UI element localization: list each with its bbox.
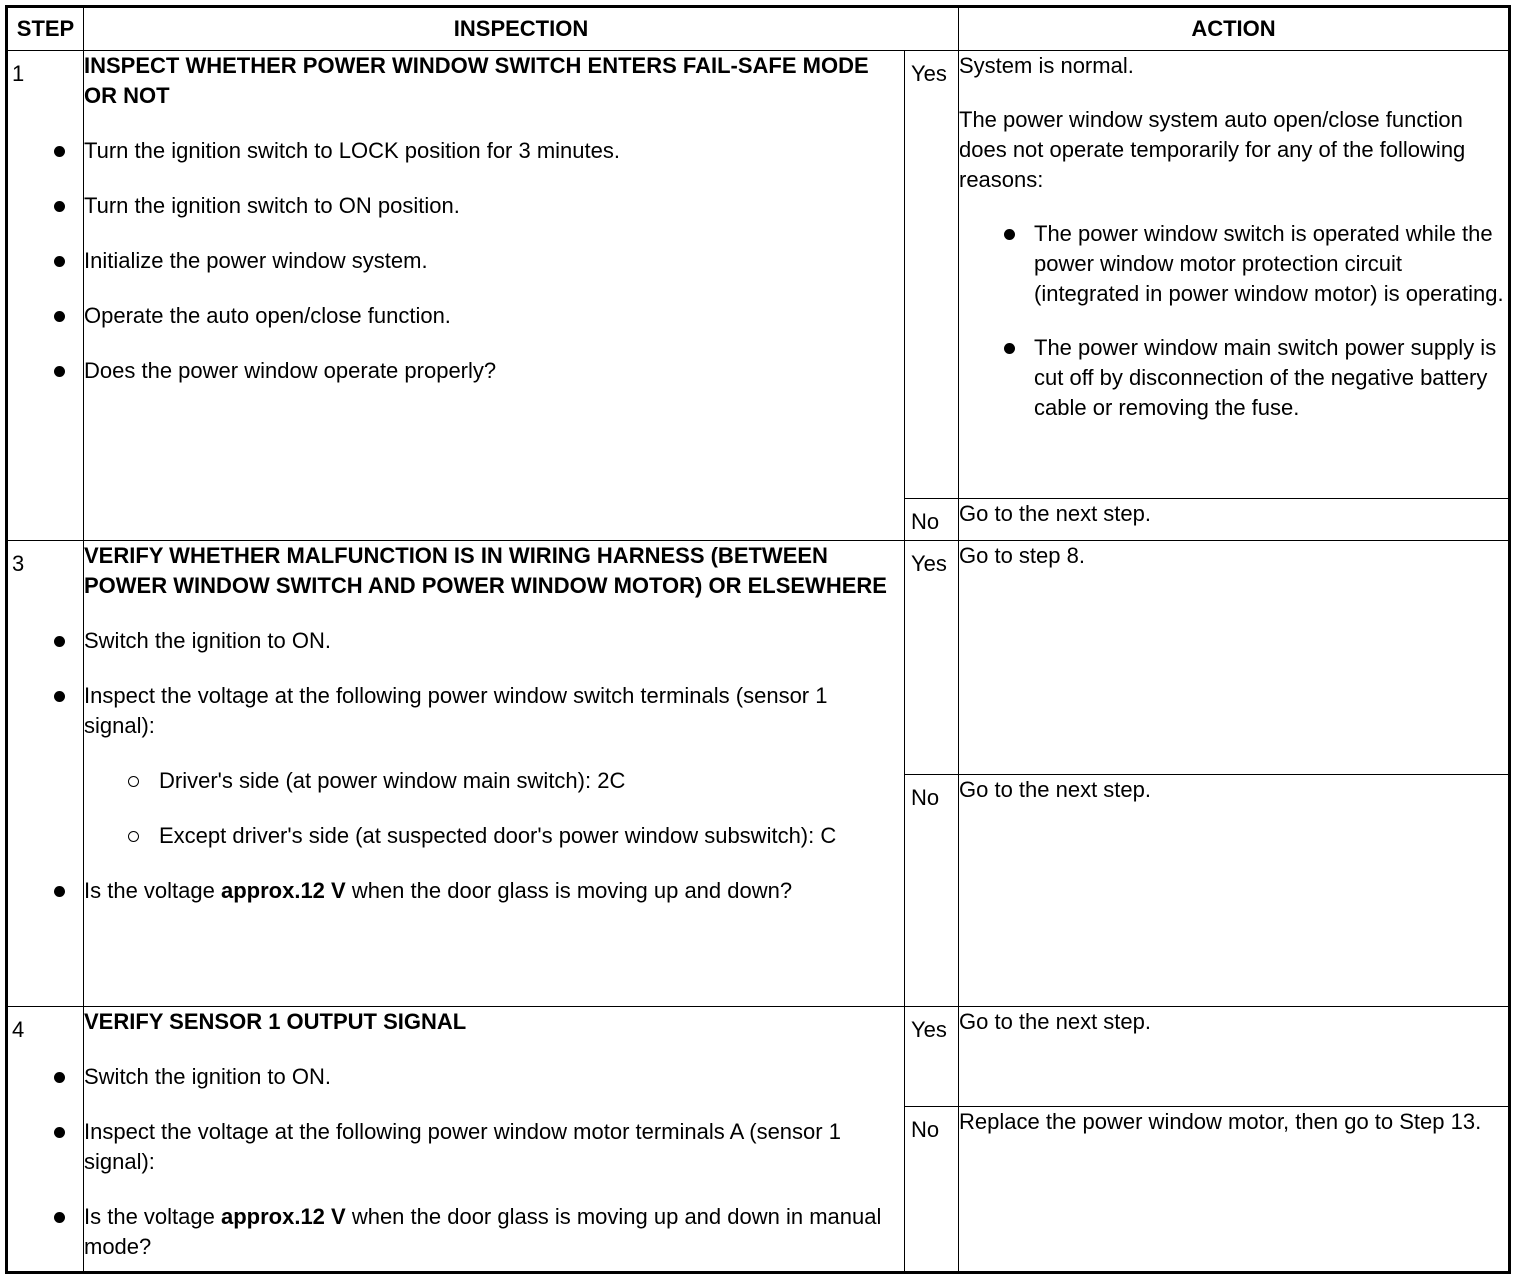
step1-bullet-1: Turn the ignition switch to LOCK position for 3 minutes. (84, 136, 904, 166)
step1-yes-label: Yes (905, 51, 959, 499)
step3-bullet-2: Inspect the voltage at the following power window switch terminals (sensor 1 signal): (84, 681, 904, 741)
step4-inspection (84, 1007, 905, 1273)
diagnostic-table (5, 5, 1511, 1274)
step4-no-label: No (905, 1107, 959, 1273)
step3-inspection (84, 541, 905, 1007)
step1-yes-row (7, 51, 1510, 499)
step1-yes-action (959, 51, 1510, 499)
step1-no-action: Go to the next step. (959, 499, 1510, 541)
step1-no-label: No (905, 499, 959, 541)
step1-number: 1 (7, 51, 84, 541)
step1-yes-result: System is normal. (959, 53, 1134, 78)
step4-bullet-1: Switch the ignition to ON. (84, 1062, 904, 1092)
step3-no-action: Go to the next step. (959, 775, 1510, 1007)
step3-bullet-1: Switch the ignition to ON. (84, 626, 904, 656)
header-step: STEP (7, 7, 84, 51)
step1-bullet-4: Operate the auto open/close function. (84, 301, 904, 331)
step3-no-label: No (905, 775, 959, 1007)
step4-bullet-3: Is the voltage approx.12 V when the door glass is moving up and down in manual mode? (84, 1202, 904, 1262)
step4-number: 4 (7, 1007, 84, 1273)
step3-title: VERIFY WHETHER MALFUNCTION IS IN WIRING HARNESS (BETWEEN POWER WINDOW SWITCH AND POWER WINDOW MOTOR) OR ELSEWHERE (84, 543, 887, 598)
step1-bullet-2: Turn the ignition switch to ON position. (84, 191, 904, 221)
step3-yes-label: Yes (905, 541, 959, 775)
step4-yes-row (7, 1007, 1510, 1107)
step4-no-action: Replace the power window motor, then go to Step 13. (959, 1107, 1510, 1273)
step1-reason-1: The power window switch is operated while the power window motor protection circuit (integrated in power window motor) is operating. (1034, 219, 1508, 309)
step3-sub-1: Driver's side (at power window main switch): 2C (159, 766, 904, 796)
step3-bullet-3: Is the voltage approx.12 V when the door glass is moving up and down? (84, 876, 904, 906)
step1-bullet-3: Initialize the power window system. (84, 246, 904, 276)
step1-reason-2: The power window main switch power supply is cut off by disconnection of the negative battery cable or removing the fuse. (1034, 333, 1508, 423)
step1-inspection (84, 51, 905, 541)
step1-title: INSPECT WHETHER POWER WINDOW SWITCH ENTERS FAIL-SAFE MODE OR NOT (84, 53, 869, 108)
step3-sub-2: Except driver's side (at suspected door's power window subswitch): C (159, 821, 904, 851)
step4-yes-label: Yes (905, 1007, 959, 1107)
step1-bullet-5: Does the power window operate properly? (84, 356, 904, 386)
step1-yes-detail: The power window system auto open/close function does not operate temporarily for any of the following reasons: (959, 107, 1466, 192)
step4-bullet-2: Inspect the voltage at the following power window motor terminals A (sensor 1 signal): (84, 1117, 904, 1177)
header-inspection: INSPECTION (84, 7, 959, 51)
step3-yes-row (7, 541, 1510, 775)
step3-yes-action: Go to step 8. (959, 541, 1510, 775)
header-action: ACTION (959, 7, 1510, 51)
step4-yes-action: Go to the next step. (959, 1007, 1510, 1107)
step3-number: 3 (7, 541, 84, 1007)
header-row (7, 7, 1510, 51)
step4-title: VERIFY SENSOR 1 OUTPUT SIGNAL (84, 1009, 467, 1034)
